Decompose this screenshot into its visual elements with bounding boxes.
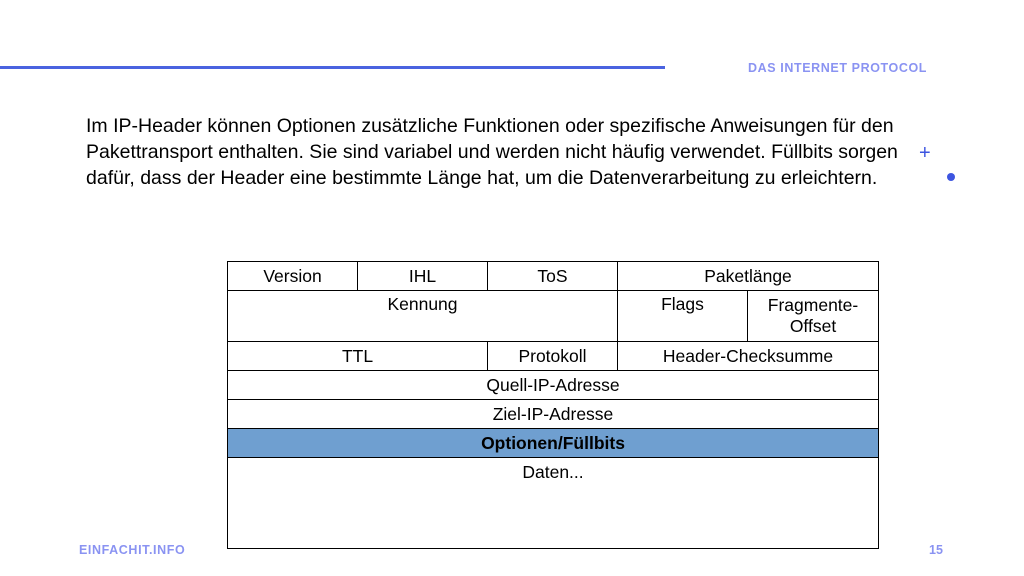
cell-paketlaenge: Paketlänge <box>618 262 879 291</box>
cell-optionen-highlight: Optionen/Füllbits <box>228 429 879 458</box>
cell-checksumme: Header-Checksumme <box>618 342 879 371</box>
cell-protokoll: Protokoll <box>488 342 618 371</box>
cell-quell-ip: Quell-IP-Adresse <box>228 371 879 400</box>
section-title: DAS INTERNET PROTOCOL <box>748 61 928 75</box>
table-row <box>228 371 879 400</box>
footer-site-name: EINFACHIT.INFO <box>79 543 186 557</box>
cell-ziel-ip: Ziel-IP-Adresse <box>228 400 879 429</box>
table-row <box>228 400 879 429</box>
cell-ihl: IHL <box>358 262 488 291</box>
cell-version: Version <box>228 262 358 291</box>
cell-tos: ToS <box>488 262 618 291</box>
cell-flags: Flags <box>618 291 748 342</box>
fragment-line-1: Fragmente- <box>767 295 859 315</box>
fragment-line-2: Offset <box>789 316 837 336</box>
cell-fragment-offset <box>748 291 879 342</box>
dot-icon <box>947 173 955 181</box>
table-row <box>228 458 879 549</box>
table-row <box>228 429 879 458</box>
header-divider-line <box>0 66 665 69</box>
plus-icon: + <box>919 142 931 164</box>
intro-paragraph: Im IP-Header können Optionen zusätzliche Funktionen oder spezifische Anweisungen für den Pakettransport enthalten. Sie sind variabel und werden nicht häufig verwendet. Füllbits sorgen dafür, dass der Header eine bestimmte Länge hat, um die Datenverarbeitung zu erleichtern. <box>86 115 898 189</box>
table-row <box>228 291 879 342</box>
cell-kennung: Kennung <box>228 291 618 342</box>
page-number: 15 <box>929 543 943 557</box>
cell-ttl: TTL <box>228 342 488 371</box>
table-row <box>228 342 879 371</box>
table-row <box>228 262 879 291</box>
ip-header-table <box>227 261 879 549</box>
cell-daten: Daten... <box>228 458 879 549</box>
